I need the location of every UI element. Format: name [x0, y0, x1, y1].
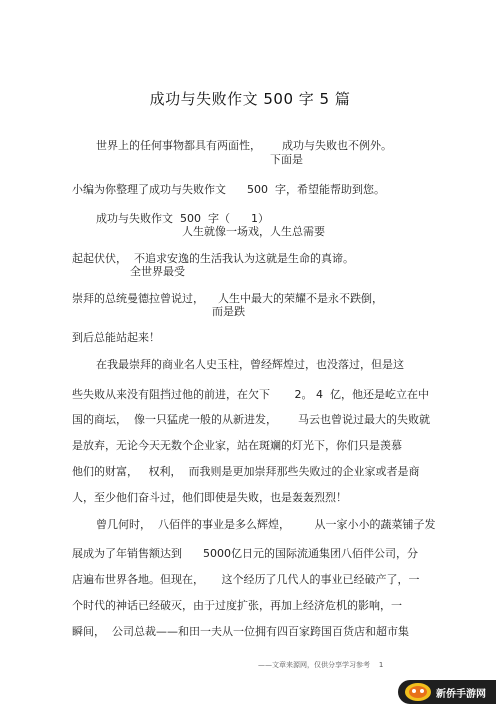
- paragraph-line: 崇拜的总统曼德拉曾说过， 人生中最大的荣耀不是永不跌倒，: [72, 292, 383, 305]
- site-logo-icon: [404, 682, 432, 702]
- paragraph-line: 到后总能站起来！: [72, 331, 160, 344]
- document-title: 成功与失败作文 500 字 5 篇: [149, 90, 351, 108]
- page-footer: ——文章来源网，仅供分享学习参考 1: [258, 661, 384, 669]
- paragraph-line: 起起伏伏， 不追求安逸的生活我认为这就是生命的真谛。: [72, 252, 354, 265]
- paragraph-line: 瞬间， 公司总裁——和田一夫从一位拥有四百家跨国百货店和超市集: [72, 625, 409, 638]
- paragraph-line: 是放弃，无论今天无数个企业家，站在斑斓的灯光下，你们只是羡慕: [72, 439, 402, 452]
- paragraph-line: 国的商坛， 像一只猛虎一般的从新进发， 马云也曾说过最大的失败就: [72, 413, 430, 426]
- paragraph-line: 店遍布世界各地。但现在， 这个经历了几代人的事业已经破产了，一: [72, 573, 420, 586]
- paragraph-line: 个时代的神话已经破灭，由于过度扩张，再加上经济危机的影响，一: [72, 599, 402, 612]
- paragraph-line: 全世界最受: [130, 265, 185, 278]
- watermark-badge: [398, 680, 496, 704]
- paragraph-line: 世界上的任何事物都具有两面性， 成功与失败也不例外。: [96, 139, 392, 152]
- paragraph-line: 下面是: [270, 153, 303, 166]
- watermark-label: 新侨手游网: [436, 688, 486, 700]
- paragraph-line: 在我最崇拜的商业名人史玉柱，曾经辉煌过，也没落过，但是这: [96, 358, 404, 371]
- paragraph-line: 成功与失败作文 500 字（ 1）: [96, 212, 269, 225]
- paragraph-line: 人生就像一场戏，人生总需要: [182, 225, 325, 238]
- paragraph-line: 他们的财富， 权利， 而我则是更加崇拜那些失败过的企业家或者是商: [72, 465, 420, 478]
- paragraph-line: 曾几何时， 八佰伴的事业是多么辉煌， 从一家小小的蔬菜铺子发: [96, 518, 436, 531]
- paragraph-line: 人，至少他们奋斗过，他们即使是失败，也是轰轰烈烈！: [72, 491, 347, 504]
- paragraph-line: 小编为你整理了成功与失败作文 500 字，希望能帮助到您。: [72, 183, 385, 196]
- paragraph-line: 展成为了年销售额达到 5000亿日元的国际流通集团八佰伴公司，分: [72, 547, 418, 560]
- paragraph-line: 而是跌: [212, 305, 245, 318]
- paragraph-line: 些失败从来没有阻挡过他的前进，在欠下 2。 4 亿，他还是屹立在中: [72, 388, 429, 401]
